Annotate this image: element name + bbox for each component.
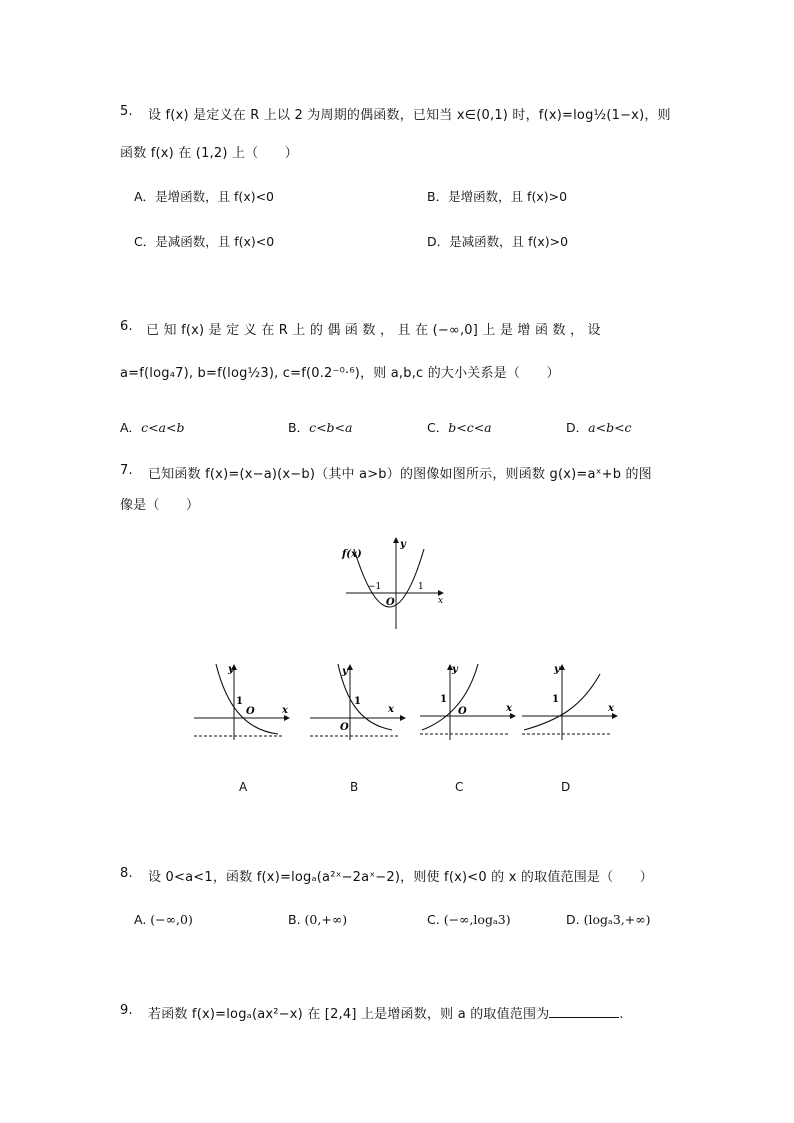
option-label: A. (134, 912, 147, 927)
q7-number: 7. (120, 463, 133, 478)
origin-label: O (340, 722, 349, 733)
origin-label: O (458, 706, 467, 717)
one-label: 1 (354, 696, 361, 707)
q9-number: 9. (120, 1003, 133, 1018)
option-text: (0,+∞) (304, 912, 348, 927)
one-label: 1 (236, 696, 243, 707)
option-label: C. (427, 912, 440, 927)
option-text: a<b<c (588, 420, 632, 435)
option-label: D． (427, 234, 450, 249)
x-axis-label: x (388, 704, 394, 715)
y-axis-label: y (342, 666, 348, 677)
option-text: (logₐ3,+∞) (583, 912, 651, 927)
option-text: (−∞,logₐ3) (443, 912, 511, 927)
q9-end-mark: . (619, 1007, 624, 1022)
answer-blank[interactable] (549, 1005, 619, 1018)
option-text: 是增函数，且 f(x)>0 (448, 189, 568, 204)
q7-graph-d[interactable] (520, 660, 622, 742)
option-text: c<a<b (141, 420, 185, 435)
q7-graph-a[interactable] (192, 660, 294, 742)
q6-stem-line2: a=f(log₄7), b=f(log½3), c=f(0.2⁻⁰·⁶)，则 a,b,c 的大小关系是（ ） (120, 366, 560, 381)
q9-stem-text: 若函数 f(x)=logₐ(ax²−x) 在 [2,4] 上是增函数，则 a 的取值范围为 (148, 1007, 550, 1022)
q6-option-a[interactable] (120, 418, 184, 436)
option-text: 是增函数，且 f(x)<0 (155, 189, 275, 204)
q5-stem-line2: 函数 f(x) 在 (1,2) 上（ ） (120, 146, 298, 161)
origin-label: O (246, 706, 255, 717)
q7-graph-c[interactable] (418, 660, 520, 742)
one-label: 1 (418, 582, 424, 592)
y-axis-label: y (228, 664, 234, 675)
option-text: (−∞,0) (150, 912, 193, 927)
fx-label: f(x) (342, 549, 362, 560)
q6-option-c[interactable] (427, 418, 492, 436)
y-axis-label: y (554, 664, 560, 675)
q8-stem-line1: 设 0<a<1，函数 f(x)=logₐ(a²ˣ−2aˣ−2)，则使 f(x)<0 的 x 的取值范围是（ ） (148, 870, 653, 885)
q6-option-d[interactable] (566, 418, 632, 436)
q5-option-d[interactable] (427, 232, 568, 250)
q6-number: 6. (120, 319, 133, 334)
q7-main-graph (338, 535, 448, 635)
option-label: A． (120, 420, 142, 435)
x-axis-label: x (608, 703, 614, 714)
q9-stem (148, 1003, 624, 1022)
q5-number: 5. (120, 104, 133, 119)
option-label: D． (566, 420, 589, 435)
option-label: B． (288, 420, 310, 435)
option-label: C． (427, 420, 449, 435)
origin-label: O (386, 597, 395, 608)
q7-graph-c-label: C (455, 780, 464, 794)
option-label: D. (566, 912, 580, 927)
q7-graph-d-label: D (561, 780, 571, 794)
option-label: C． (134, 234, 156, 249)
y-axis-label: y (400, 539, 406, 550)
option-text: 是减函数，且 f(x)<0 (155, 234, 275, 249)
q8-option-b[interactable] (288, 912, 347, 927)
q8-number: 8. (120, 866, 133, 881)
x-axis-label: x (282, 705, 288, 716)
x-axis-label: x (506, 703, 512, 714)
q7-graph-a-label: A (239, 780, 248, 794)
q8-option-c[interactable] (427, 912, 511, 927)
q8-option-a[interactable] (134, 912, 193, 927)
option-text: b<c<a (448, 420, 492, 435)
q5-option-c[interactable] (134, 232, 274, 250)
x-axis-label: x (438, 596, 444, 606)
q5-option-a[interactable] (134, 187, 274, 205)
q7-graph-b-label: B (350, 780, 359, 794)
one-label: 1 (440, 694, 447, 705)
neg-one-label: −1 (368, 582, 382, 592)
q8-option-d[interactable] (566, 912, 651, 927)
one-label: 1 (552, 694, 559, 705)
option-label: B． (427, 189, 449, 204)
option-text: 是减函数，且 f(x)>0 (449, 234, 569, 249)
q7-stem-line1: 已知函数 f(x)=(x−a)(x−b)（其中 a>b）的图像如图所示，则函数 g(x)=aˣ+b 的图 (148, 467, 652, 482)
y-axis-label: y (452, 664, 458, 675)
option-label: A． (134, 189, 156, 204)
option-label: B. (288, 912, 301, 927)
q6-option-b[interactable] (288, 418, 352, 436)
q5-stem-line1: 设 f(x) 是定义在 R 上以 2 为周期的偶函数，已知当 x∈(0,1) 时，f(x)=log½(1−x)，则 (148, 108, 671, 123)
q7-stem-line2: 像是（ ） (120, 498, 200, 513)
option-text: c<b<a (309, 420, 353, 435)
q7-graph-b[interactable] (308, 660, 410, 742)
q5-option-b[interactable] (427, 187, 567, 205)
q6-stem-line1: 已 知 f(x) 是 定 义 在 R 上 的 偶 函 数 ， 且 在 (−∞,0] 上 是 增 函 数 ， 设 (146, 323, 601, 338)
